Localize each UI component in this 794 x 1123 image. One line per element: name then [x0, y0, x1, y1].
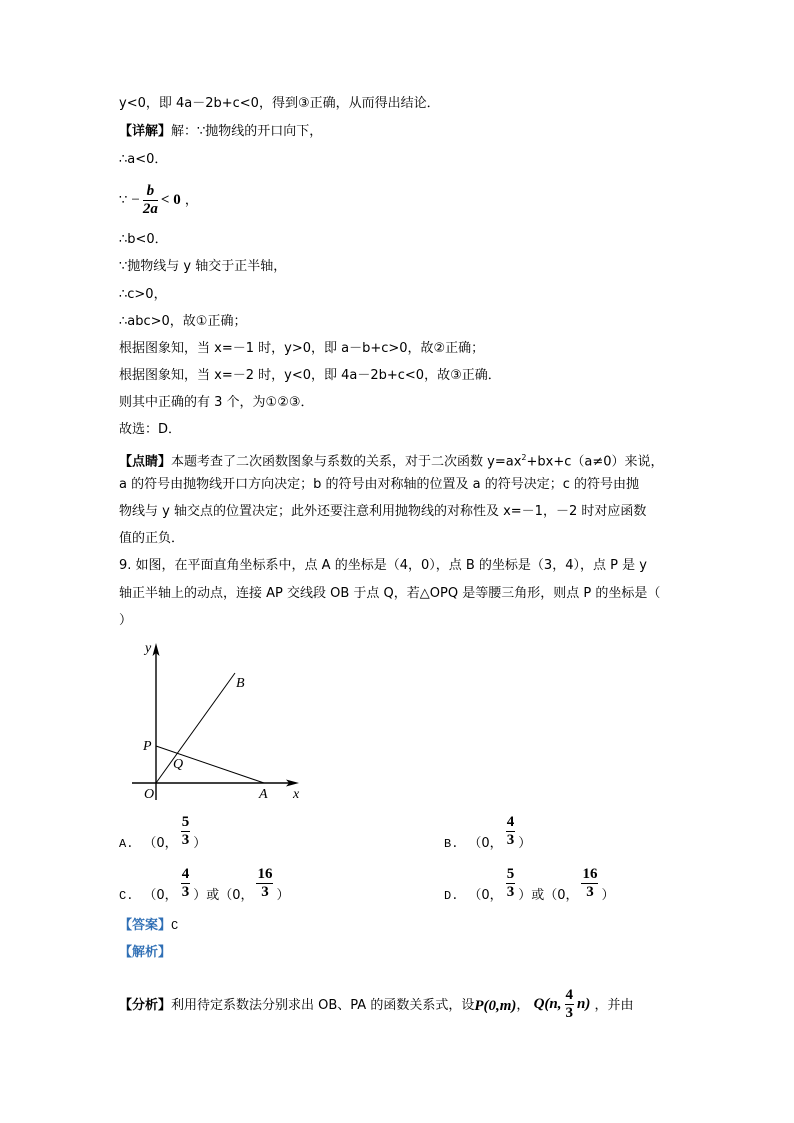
- option-open: （0，: [468, 888, 503, 903]
- comment-label: 【点睛】: [119, 454, 172, 470]
- option-close: ）: [276, 888, 290, 903]
- fenxi-text: 利用待定系数法分别求出 OB、PA 的函数关系式，设: [171, 998, 475, 1013]
- label-P: P: [143, 739, 152, 754]
- option-letter: C.: [119, 889, 134, 903]
- denominator: 3: [181, 832, 190, 848]
- denominator: 3: [181, 884, 190, 900]
- comment-line-2: a 的符号由抛物线开口方向决定；b 的符号由对称轴的位置及 a 的符号决定；c 的符号由抛: [119, 477, 639, 492]
- fenxi-label: 【分析】: [119, 998, 172, 1013]
- option-C[interactable]: [119, 867, 289, 903]
- numerator: 4: [565, 987, 573, 1003]
- option-open: （0，: [143, 888, 178, 903]
- option-B[interactable]: [444, 815, 531, 851]
- option-A[interactable]: [119, 815, 206, 851]
- option-letter: D.: [444, 889, 459, 903]
- label-x: x: [293, 787, 300, 802]
- option-open: （0，: [143, 836, 178, 851]
- option-letter: B.: [444, 837, 459, 851]
- answer-label: 【答案】: [119, 918, 172, 933]
- option-mid: ）或（0，: [193, 888, 254, 903]
- solution-line-12: 故选：D．: [119, 422, 182, 437]
- comment-line-4: 值的正负．: [119, 531, 185, 546]
- fraction-b-over-2a: [143, 184, 158, 217]
- solution-line-4: [119, 180, 198, 221]
- less-than-zero: < 0: [160, 192, 181, 208]
- numerator: 5: [506, 866, 515, 882]
- question-line-2: 轴正半轴上的动点，连接 AP 交线段 OB 于点 Q，若△OPQ 是等腰三角形，则点 P 的坐标是（: [119, 586, 661, 601]
- coordinate-figure: [130, 632, 320, 804]
- question-line-3: ）: [119, 613, 133, 628]
- option-open: （0，: [468, 836, 503, 851]
- numerator: 5: [181, 814, 190, 830]
- point-Q-suffix: n): [577, 996, 591, 1012]
- solution-line-8: ∴abc>0，故①正确；: [119, 314, 247, 329]
- option-fraction: [181, 867, 191, 900]
- option-close: ）: [518, 836, 532, 851]
- separator: ，: [516, 998, 530, 1013]
- option-close: ）: [601, 888, 615, 903]
- solution-line-9: 根据图象知，当 x=－1 时，y>0，即 a－b+c>0，故②正确；: [119, 341, 485, 356]
- point-Q-prefix: Q(n,: [533, 996, 562, 1012]
- option-fraction-2: [581, 867, 598, 900]
- comment-text-1a: 本题考查了二次函数图象与系数的关系，对于二次函数 y=ax: [171, 454, 522, 470]
- option-fraction: [181, 815, 191, 848]
- label-Q: Q: [173, 757, 184, 772]
- question-line-1: 9. 如图，在平面直角坐标系中，点 A 的坐标是（4，0），点 B 的坐标是（3，4），点 P 是 y: [119, 558, 647, 573]
- comment-line-1: [119, 449, 664, 471]
- numerator: 16: [582, 866, 598, 882]
- detail-text: 解：∵抛物线的开口向下，: [171, 124, 323, 139]
- exponent: 2: [521, 453, 527, 462]
- numerator: 16: [257, 866, 273, 882]
- comment-line-3: 物线与 y 轴交点的位置决定；此外还要注意利用抛物线的对称性及 x=－1，－2 时对应函数: [119, 504, 647, 519]
- option-fraction-2: [256, 867, 273, 900]
- numerator: 4: [506, 814, 515, 830]
- solution-detail-line: [119, 123, 322, 141]
- solution-line-7: ∴c>0，: [119, 287, 167, 302]
- answer-value: C: [171, 919, 179, 933]
- option-fraction: [506, 867, 516, 900]
- fenxi-line: [119, 984, 634, 1026]
- because-symbol: ∵: [119, 193, 128, 208]
- denominator: 3: [261, 884, 269, 900]
- analysis-label: 【解析】: [119, 945, 172, 960]
- option-close: ）: [193, 836, 207, 851]
- detail-label: 【详解】: [119, 124, 172, 139]
- comment-text-1b: +bx+c（a≠0）来说，: [526, 454, 664, 470]
- solution-line-6: ∵抛物线与 y 轴交于正半轴，: [119, 259, 287, 274]
- solution-line-3: ∴a<0．: [119, 152, 168, 167]
- comma: ，: [184, 193, 198, 208]
- option-D[interactable]: [444, 867, 614, 903]
- solution-line-10: 根据图象知，当 x=－2 时，y<0，即 4a－2b+c<0，故③正确．: [119, 368, 501, 383]
- point-Q-fraction: [565, 988, 575, 1021]
- option-fraction: [506, 815, 516, 848]
- fenxi-tail: ，并由: [594, 998, 634, 1013]
- option-mid: ）或（0，: [518, 888, 579, 903]
- denominator: 3: [506, 832, 515, 848]
- denominator: 3: [506, 884, 515, 900]
- label-O: O: [144, 787, 155, 802]
- numerator: 4: [181, 866, 190, 882]
- option-letter: A.: [119, 837, 134, 851]
- solution-line-5: ∴b<0．: [119, 232, 168, 247]
- answer-line: [119, 917, 178, 935]
- fraction-denominator: 2a: [142, 201, 158, 217]
- segment-OB: [156, 673, 235, 783]
- label-B: B: [236, 676, 245, 691]
- fraction-numerator: b: [143, 184, 158, 201]
- solution-line-11: 则其中正确的有 3 个，为①②③．: [119, 395, 314, 410]
- denominator: 3: [586, 884, 594, 900]
- label-y: y: [145, 641, 152, 656]
- label-A: A: [259, 787, 268, 802]
- denominator: 3: [565, 1005, 573, 1021]
- analysis-heading: [119, 944, 171, 962]
- solution-line-1: y<0，即 4a－2b+c<0，得到③正确，从而得出结论．: [119, 96, 440, 111]
- minus-sign: −: [131, 192, 140, 208]
- point-P-expression: P(0,m): [474, 998, 517, 1014]
